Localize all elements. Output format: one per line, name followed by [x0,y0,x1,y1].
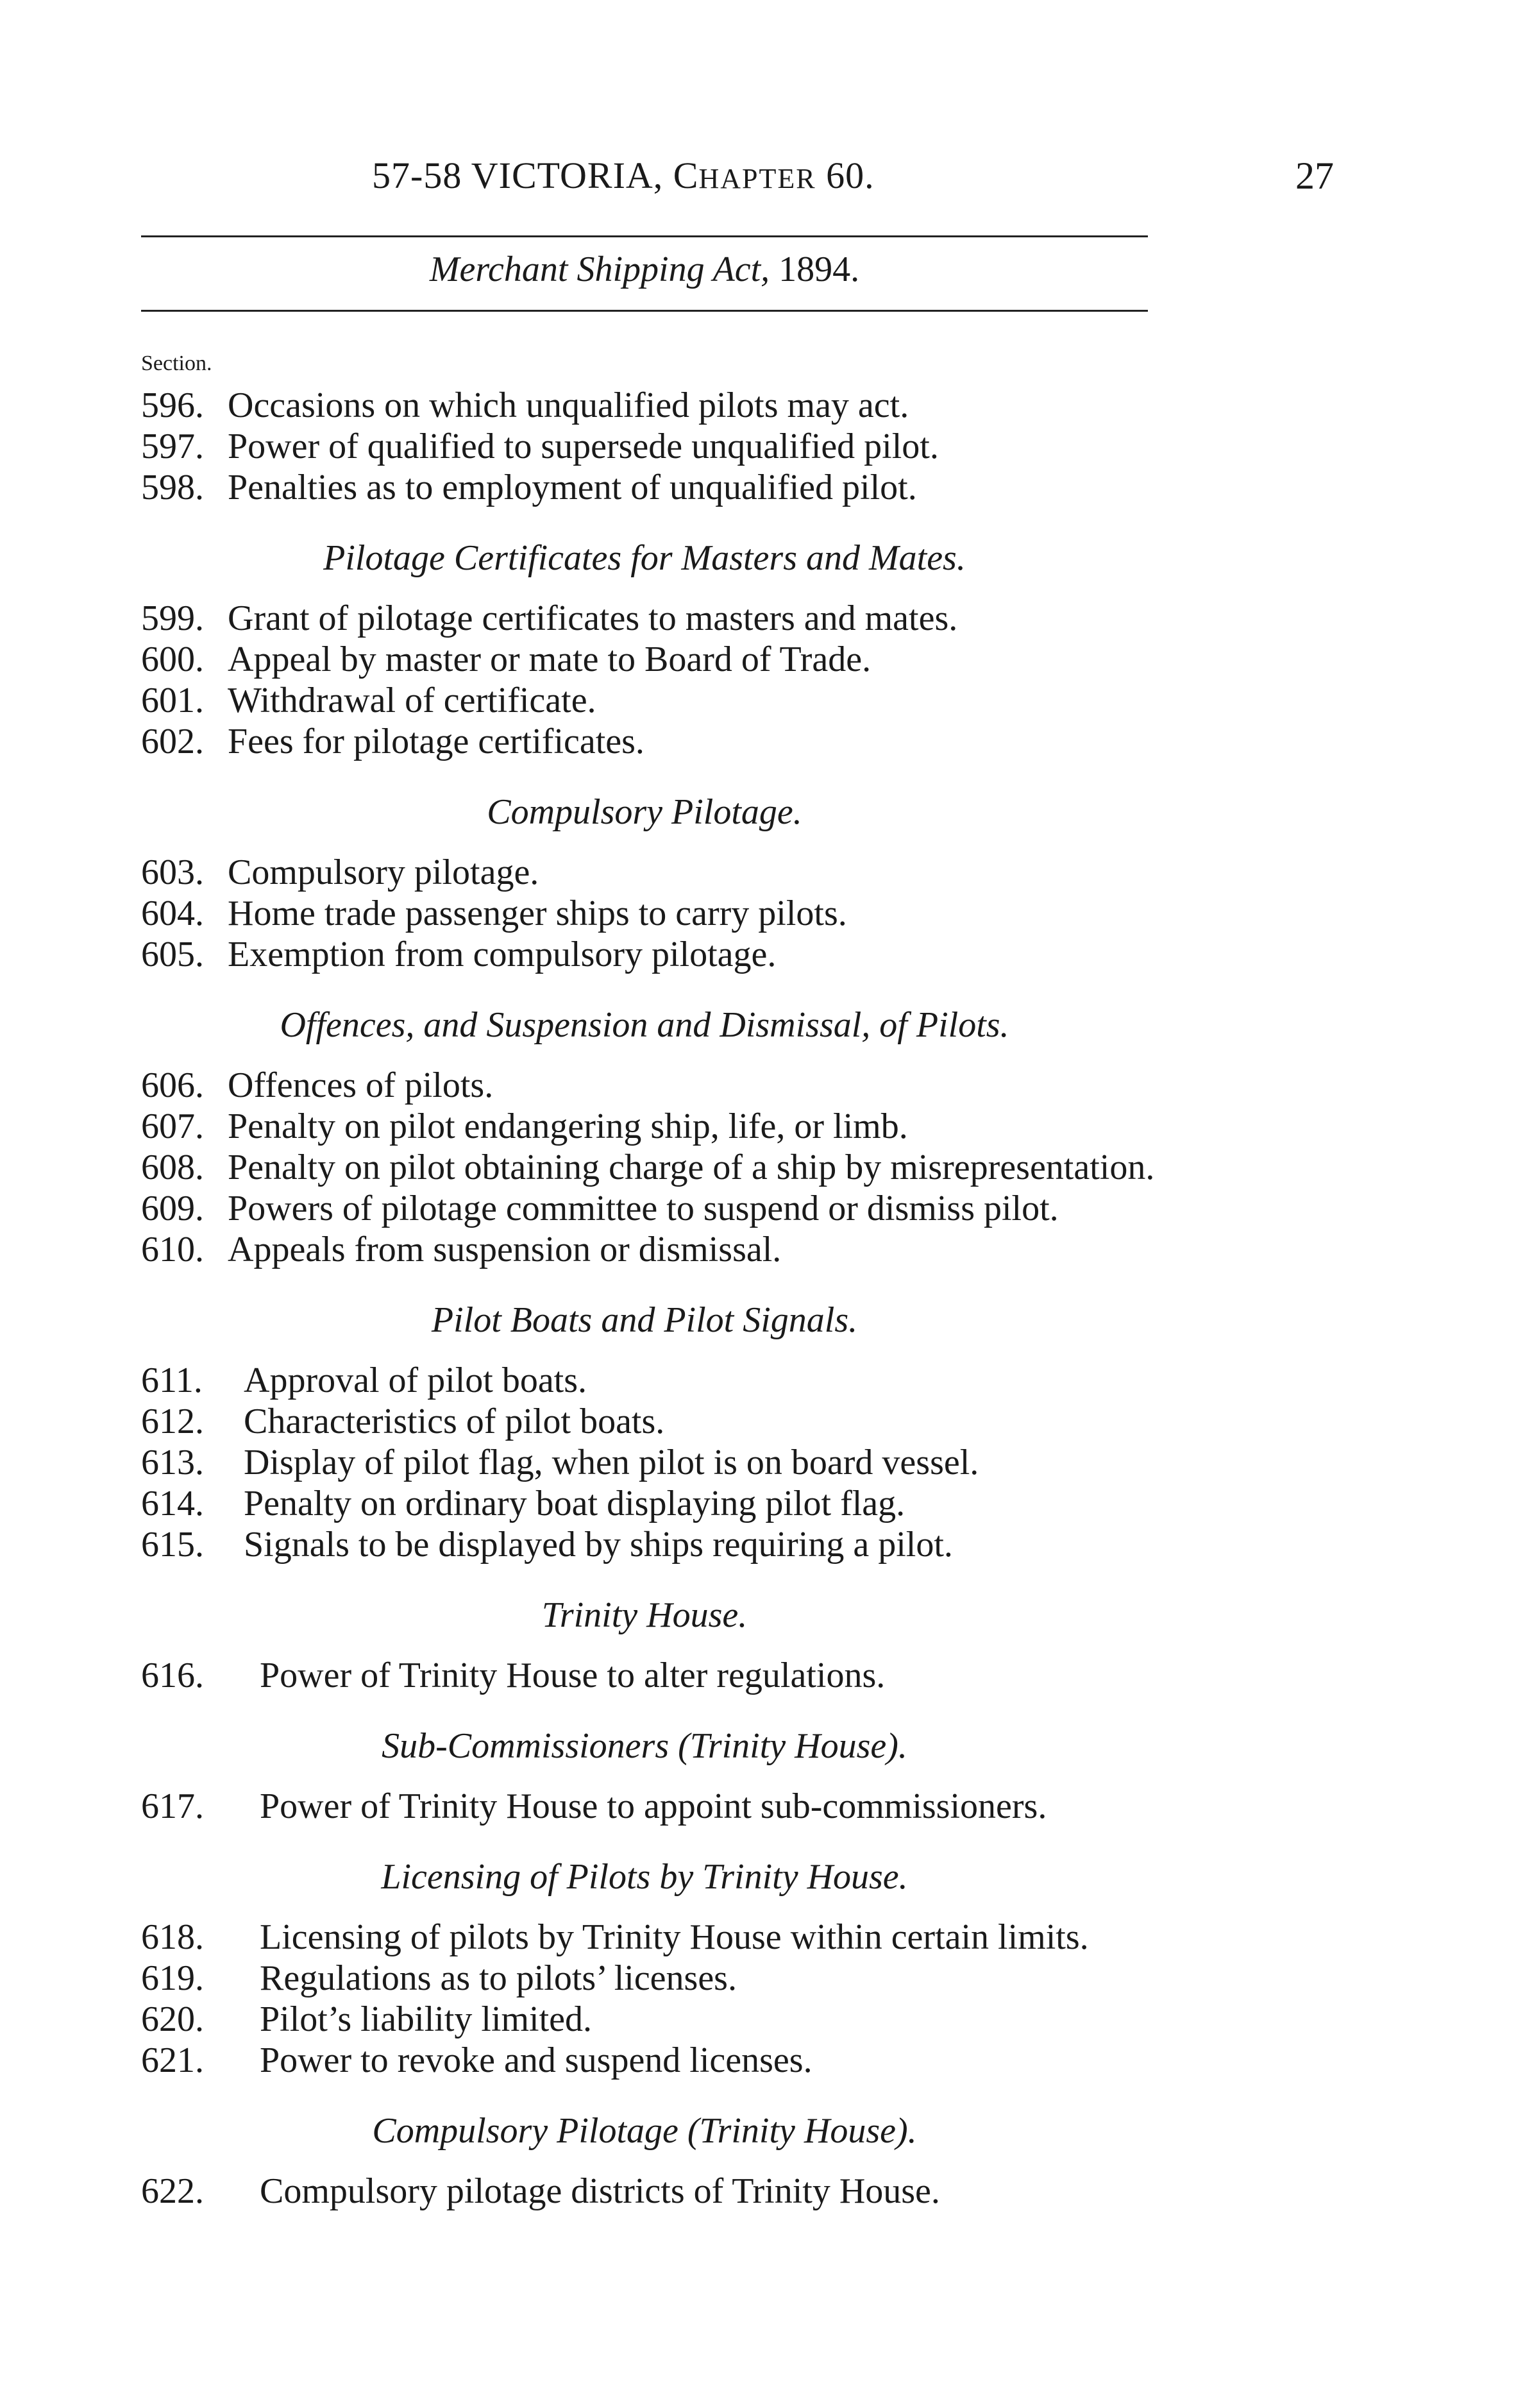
list-item [141,598,1360,639]
group-unqualified-pilots [141,385,1360,508]
section-text: Power of Trinity House to appoint sub-commissioners. [260,1786,1047,1826]
act-subtitle [141,249,1148,290]
list-item [141,1917,1360,1958]
group-trinity-house [141,1595,1360,1696]
section-number: 622. [141,2171,204,2211]
section-text: Compulsory pilotage districts of Trinity House. [260,2171,940,2211]
list-item [141,1786,1360,1827]
list-item [141,2040,1360,2081]
group-sub-commissioners [141,1725,1360,1827]
section-text: Withdrawal of certificate. [228,681,596,720]
section-text: Fees for pilotage certificates. [228,722,644,761]
section-number: 619. [141,1958,204,1998]
group-pilot-boats [141,1300,1360,1565]
list-item [141,721,1360,762]
section-text: Home trade passenger ships to carry pilots. [228,894,847,933]
list-item [141,1999,1360,2040]
section-number: 610. [141,1230,204,1269]
section-number: 618. [141,1917,204,1957]
section-text: Exemption from compulsory pilotage. [228,935,777,974]
section-number: 596. [141,386,204,425]
subtitle-year: 1894. [770,250,860,289]
section-number: 608. [141,1148,204,1187]
list-item [141,1188,1360,1229]
list-item [141,934,1360,975]
section-label: Section. [141,352,212,375]
section-text: Power to revoke and suspend licenses. [260,2040,813,2080]
section-number: 602. [141,722,204,761]
section-list [141,352,1360,2212]
group-heading: Trinity House. [541,1595,748,1635]
section-text: Penalty on pilot endangering ship, life, or limb. [228,1106,908,1146]
list-item [141,1106,1360,1147]
group-heading: Sub-Commissioners (Trinity House). [382,1726,907,1766]
title-small-caps: HAPTER [698,163,816,194]
section-text: Appeal by master or mate to Board of Trade. [228,640,872,679]
section-number: 620. [141,1999,204,2039]
group-compulsory-pilotage [141,792,1360,975]
list-item [141,1442,1360,1483]
group-compulsory-pilotage-trinity [141,2110,1360,2212]
section-number: 597. [141,427,204,466]
page-number: 27 [1295,155,1334,197]
list-item [141,680,1360,721]
list-item [141,1483,1360,1524]
list-item [141,1360,1360,1401]
section-text: Pilot’s liability limited. [260,1999,593,2039]
title-end: 60. [816,155,875,196]
section-number: 605. [141,935,204,974]
list-item [141,1958,1360,1999]
section-number: 621. [141,2040,204,2080]
list-item [141,1147,1360,1188]
section-text: Appeals from suspension or dismissal. [228,1230,782,1269]
subtitle-italic: Merchant Shipping Act, [429,250,770,289]
section-number: 615. [141,1525,204,1564]
title-main: 57-58 VICTORIA, C [372,155,699,196]
list-item [141,1655,1360,1696]
section-number: 604. [141,894,204,933]
section-number: 613. [141,1443,204,1482]
section-number: 601. [141,681,204,720]
section-text: Power of Trinity House to alter regulations. [260,1656,886,1695]
group-heading: Licensing of Pilots by Trinity House. [381,1857,908,1897]
section-number: 617. [141,1786,204,1826]
section-text: Display of pilot flag, when pilot is on board vessel. [244,1443,979,1482]
section-text: Signals to be displayed by ships requiring a pilot. [244,1525,953,1564]
header-rule-bottom [141,310,1148,312]
header-rule-top [141,235,1148,237]
list-item [141,852,1360,893]
group-pilotage-certificates [141,538,1360,762]
group-heading: Offences, and Suspension and Dismissal, of Pilots. [280,1005,1009,1045]
list-item [141,893,1360,934]
section-number: 599. [141,598,204,638]
list-item [141,1229,1360,1270]
page-title [372,154,875,197]
section-text: Penalty on pilot obtaining charge of a ship by misrepresentation. [228,1148,1155,1187]
section-number: 607. [141,1106,204,1146]
section-number: 609. [141,1189,204,1228]
section-text: Power of qualified to supersede unqualified pilot. [228,427,939,466]
list-item [141,1401,1360,1442]
section-number: 614. [141,1484,204,1523]
section-number: 611. [141,1361,203,1400]
group-offences [141,1005,1360,1270]
section-text: Occasions on which unqualified pilots may act. [228,386,909,425]
section-number: 600. [141,640,204,679]
group-heading: Compulsory Pilotage (Trinity House). [372,2111,917,2151]
section-text: Regulations as to pilots’ licenses. [260,1958,737,1998]
section-text: Grant of pilotage certificates to masters and mates. [228,598,958,638]
section-text: Characteristics of pilot boats. [244,1402,665,1441]
section-text: Offences of pilots. [228,1065,494,1105]
section-number: 603. [141,852,204,892]
list-item [141,426,1360,467]
section-number: 598. [141,468,204,507]
list-item [141,1065,1360,1106]
group-heading: Pilot Boats and Pilot Signals. [431,1300,858,1340]
list-item [141,385,1360,426]
section-number: 612. [141,1402,204,1441]
section-text: Powers of pilotage committee to suspend or dismiss pilot. [228,1189,1059,1228]
section-number: 606. [141,1065,204,1105]
list-item [141,2171,1360,2212]
list-item [141,639,1360,680]
list-item [141,467,1360,508]
section-text: Licensing of pilots by Trinity House within certain limits. [260,1917,1089,1957]
running-header [141,154,1334,205]
group-licensing [141,1856,1360,2081]
section-text: Compulsory pilotage. [228,852,539,892]
section-text: Penalties as to employment of unqualified pilot. [228,468,917,507]
section-text: Approval of pilot boats. [244,1361,587,1400]
section-text: Penalty on ordinary boat displaying pilot flag. [244,1484,905,1523]
section-number: 616. [141,1656,204,1695]
group-heading: Pilotage Certificates for Masters and Mates. [323,538,966,578]
group-heading: Compulsory Pilotage. [487,792,802,832]
list-item [141,1524,1360,1565]
